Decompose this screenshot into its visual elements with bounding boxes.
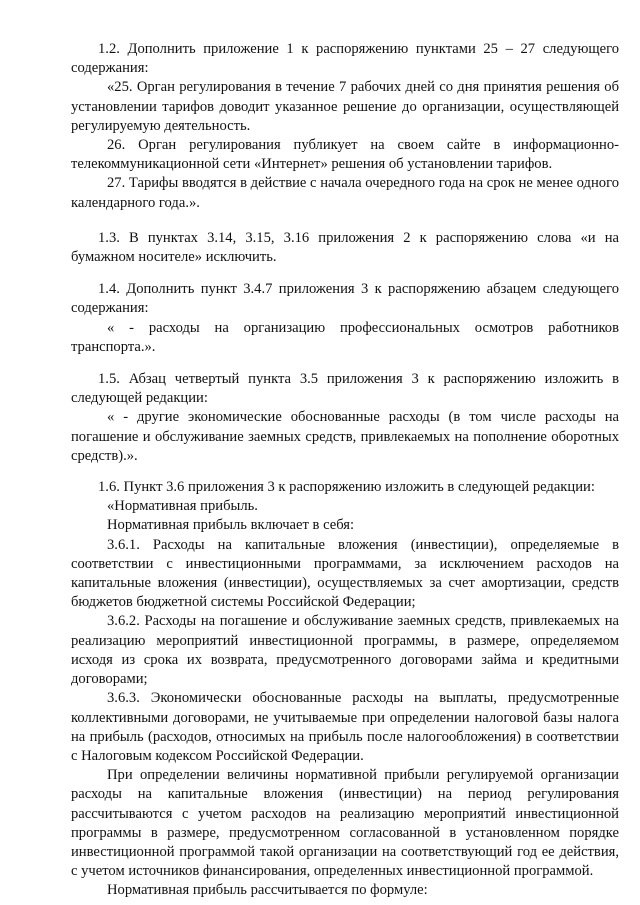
- item-1-3-text: 1.3. В пунктах 3.14, 3.15, 3.16 приложения 2 к распоряжению слова «и на бумажном носителе» исключить.: [71, 229, 619, 266]
- item-1-5-intro: 1.5. Абзац четвертый пункта 3.5 приложения 3 к распоряжению изложить в следующей редакции:: [71, 371, 619, 407]
- item-1-4-quote: « - расходы на организацию профессиональных осмотров работников транспорта.».: [71, 319, 619, 355]
- item-1-6-point-3-6-3: 3.6.3. Экономически обоснованные расходы на выплаты, предусмотренные коллективными договорами, не учитываемые при определении налоговой базы налога на прибыль (расходов, относимых на прибыль после налогообложения) в соответствии с Налоговым кодексом Российской Федерации.: [71, 690, 619, 764]
- item-1-6-heading: «Нормативная прибыль.: [107, 498, 258, 515]
- item-1-4-intro: 1.4. Дополнить пункт 3.4.7 приложения 3 к распоряжению абзацем следующего содержания:: [71, 281, 619, 317]
- item-1-6-formula-line: Нормативная прибыль рассчитывается по формуле:: [107, 882, 428, 899]
- item-1-6-includes: Нормативная прибыль включает в себя:: [107, 517, 355, 534]
- item-1-2-point-27: 27. Тарифы вводятся в действие с начала очередного года на срок не менее одного календарного года.».: [71, 175, 619, 211]
- item-1-6-intro: 1.6. Пункт 3.6 приложения 3 к распоряжению изложить в следующей редакции:: [98, 479, 595, 496]
- item-1-2-intro: 1.2. Дополнить приложение 1 к распоряжению пунктами 25 – 27 следующего содержания:: [71, 41, 619, 77]
- item-1-6-calculation-paragraph: При определении величины нормативной прибыли регулируемой организации расходы на капитальные вложения (инвестиции) на период регулирования рассчитываются с учетом расходов на реализацию мероприятий инвестиционной программы в размере, предусмотренном согласованной в установленном порядке инвестиционной программой такой организации на соответствующий год ее действия, с учетом источников финансирования, определенных инвестиционной программой.: [71, 767, 619, 880]
- item-1-5-quote: « - другие экономические обоснованные расходы (в том числе расходы на погашение и обслуживание заемных средств, привлекаемых на пополнение оборотных средств).».: [71, 409, 619, 464]
- document-page: [71, 40, 619, 901]
- item-1-6-point-3-6-2: 3.6.2. Расходы на погашение и обслуживание заемных средств, привлекаемых на реализацию мероприятий инвестиционной программы, в размере, определяемом исходя из срока их возврата, предусмотренного договорами займа и кредитными договорами;: [71, 613, 619, 688]
- item-1-2-point-26: 26. Орган регулирования публикует на своем сайте в информационно-телекоммуникационной сети «Интернет» решения об установлении тарифов.: [71, 137, 619, 173]
- item-1-2-point-25: «25. Орган регулирования в течение 7 рабочих дней со дня принятия решения об установлении тарифов доводит указанное решение до организации, осуществляющей регулируемую деятельность.: [71, 79, 619, 134]
- item-1-6-point-3-6-1: 3.6.1. Расходы на капитальные вложения (инвестиции), определяемые в соответствии с инвестиционными программами, за исключением расходов на капитальные вложения (инвестиции), осуществляемых за счет амортизации, средств бюджетов бюджетной системы Российской Федерации;: [71, 536, 619, 611]
